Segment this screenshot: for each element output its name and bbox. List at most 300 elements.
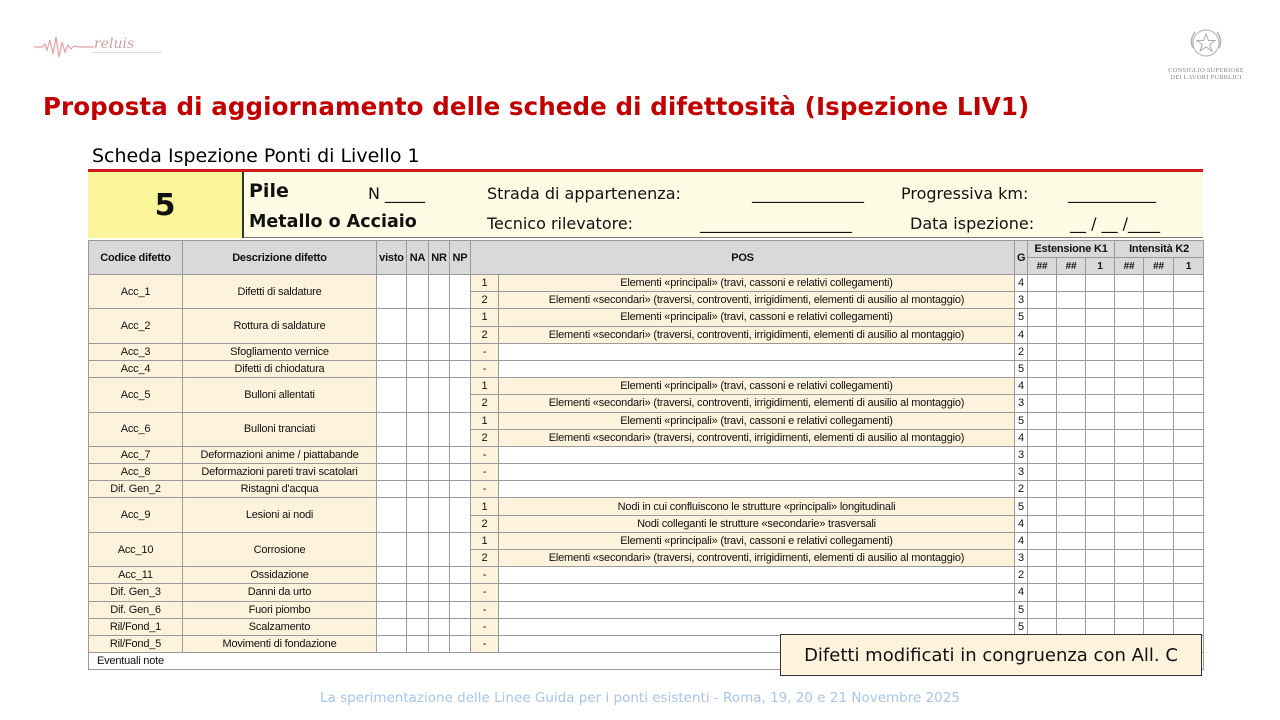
- cslp-logo: [1160, 26, 1252, 90]
- extension-cell[interactable]: [1057, 498, 1086, 515]
- check-nr[interactable]: [429, 584, 450, 601]
- pos-description: [499, 481, 1015, 498]
- check-visto[interactable]: [377, 481, 407, 498]
- defect-code: Acc_1: [89, 275, 183, 309]
- gravity-value: 5: [1015, 360, 1028, 377]
- check-nr[interactable]: [429, 532, 450, 566]
- check-visto[interactable]: [377, 309, 407, 343]
- pos-number: -: [471, 360, 499, 377]
- defect-code: Ril/Fond_1: [89, 618, 183, 635]
- check-nr[interactable]: [429, 275, 450, 309]
- extension-cell[interactable]: [1057, 618, 1086, 635]
- table-row: [89, 446, 1204, 463]
- intensity-cell[interactable]: [1174, 343, 1204, 360]
- intensity-cell[interactable]: [1174, 464, 1204, 481]
- check-visto[interactable]: [377, 567, 407, 584]
- extension-cell[interactable]: [1057, 532, 1086, 549]
- defect-description: Rottura di saldature: [183, 309, 377, 343]
- table-row: [89, 309, 1204, 326]
- gravity-value: 5: [1015, 601, 1028, 618]
- intensity-cell[interactable]: [1174, 326, 1204, 343]
- gravity-value: 3: [1015, 446, 1028, 463]
- defect-code: Dif. Gen_6: [89, 601, 183, 618]
- check-nr[interactable]: [429, 481, 450, 498]
- check-nr[interactable]: [429, 635, 450, 652]
- extension-cell[interactable]: [1057, 567, 1086, 584]
- defect-description: Danni da urto: [183, 584, 377, 601]
- extension-cell[interactable]: [1057, 412, 1086, 429]
- check-visto[interactable]: [377, 343, 407, 360]
- pos-number: 1: [471, 378, 499, 395]
- extension-cell[interactable]: [1028, 326, 1057, 343]
- intensity-cell[interactable]: [1115, 326, 1144, 343]
- check-visto[interactable]: [377, 275, 407, 309]
- intensity-cell[interactable]: [1144, 343, 1174, 360]
- check-nr[interactable]: [429, 618, 450, 635]
- check-nr[interactable]: [429, 412, 450, 446]
- gravity-value: 5: [1015, 309, 1028, 326]
- intensity-cell[interactable]: [1115, 481, 1144, 498]
- intensity-cell[interactable]: [1174, 395, 1204, 412]
- intensity-cell[interactable]: [1144, 378, 1174, 395]
- extension-cell[interactable]: [1057, 360, 1086, 377]
- defects-table: [88, 240, 1203, 670]
- k-sub-header: ##: [1144, 258, 1174, 275]
- check-na[interactable]: [407, 343, 429, 360]
- check-na[interactable]: [407, 360, 429, 377]
- col-estensione: Estensione K1: [1028, 241, 1115, 258]
- check-nr[interactable]: [429, 601, 450, 618]
- intensity-cell[interactable]: [1115, 378, 1144, 395]
- check-visto[interactable]: [377, 446, 407, 463]
- defect-description: Sfogliamento vernice: [183, 343, 377, 360]
- check-np[interactable]: [450, 601, 471, 618]
- extension-cell[interactable]: [1057, 584, 1086, 601]
- check-np[interactable]: [450, 360, 471, 377]
- intensity-cell[interactable]: [1115, 309, 1144, 326]
- intensity-cell[interactable]: [1144, 360, 1174, 377]
- element-material: Metallo o Acciaio: [249, 212, 417, 232]
- check-np[interactable]: [450, 464, 471, 481]
- intensity-cell[interactable]: [1144, 481, 1174, 498]
- col-descrizione: Descrizione difetto: [183, 241, 377, 275]
- pos-number: -: [471, 584, 499, 601]
- intensity-cell[interactable]: [1174, 360, 1204, 377]
- intensity-cell[interactable]: [1115, 550, 1144, 567]
- intensity-cell[interactable]: [1174, 429, 1204, 446]
- strada-label: Strada di appartenenza:: [487, 184, 681, 203]
- extension-cell[interactable]: [1057, 464, 1086, 481]
- table-row: [89, 584, 1204, 601]
- check-visto[interactable]: [377, 618, 407, 635]
- check-nr[interactable]: [429, 343, 450, 360]
- extension-cell[interactable]: [1057, 446, 1086, 463]
- check-na[interactable]: [407, 635, 429, 652]
- extension-cell[interactable]: [1028, 618, 1057, 635]
- pos-description: [499, 584, 1015, 601]
- intensity-cell[interactable]: [1144, 464, 1174, 481]
- intensity-cell[interactable]: [1115, 618, 1144, 635]
- reluis-logo: [34, 30, 164, 64]
- extension-cell[interactable]: [1057, 429, 1086, 446]
- slide-title: Proposta di aggiornamento delle schede di difettosità (Ispezione LIV1): [43, 92, 1030, 121]
- intensity-cell[interactable]: [1144, 498, 1174, 515]
- gravity-value: 4: [1015, 515, 1028, 532]
- extension-cell[interactable]: [1028, 601, 1057, 618]
- check-na[interactable]: [407, 275, 429, 309]
- check-np[interactable]: [450, 343, 471, 360]
- intensity-cell[interactable]: [1144, 412, 1174, 429]
- extension-cell[interactable]: [1028, 446, 1057, 463]
- pos-description: Elementi «secondari» (traversi, controventi, irrigidimenti, elementi di ausilio al montaggio): [499, 429, 1015, 446]
- defect-description: Deformazioni pareti travi scatolari: [183, 464, 377, 481]
- check-nr[interactable]: [429, 567, 450, 584]
- extension-cell[interactable]: [1086, 326, 1115, 343]
- check-na[interactable]: [407, 378, 429, 412]
- defect-description: Deformazioni anime / piattabande: [183, 446, 377, 463]
- intensity-cell[interactable]: [1174, 412, 1204, 429]
- pos-number: 2: [471, 429, 499, 446]
- check-na[interactable]: [407, 446, 429, 463]
- extension-cell[interactable]: [1028, 292, 1057, 309]
- check-np[interactable]: [450, 584, 471, 601]
- check-np[interactable]: [450, 532, 471, 566]
- pos-number: 2: [471, 550, 499, 567]
- check-na[interactable]: [407, 532, 429, 566]
- defect-code: Acc_11: [89, 567, 183, 584]
- extension-cell[interactable]: [1028, 429, 1057, 446]
- check-np[interactable]: [450, 412, 471, 446]
- intensity-cell[interactable]: [1144, 292, 1174, 309]
- pos-number: -: [471, 635, 499, 652]
- extension-cell[interactable]: [1028, 584, 1057, 601]
- col-g: G: [1015, 241, 1028, 275]
- extension-cell[interactable]: [1086, 412, 1115, 429]
- pos-description: Elementi «principali» (travi, cassoni e relativi collegamenti): [499, 412, 1015, 429]
- defect-code: Dif. Gen_3: [89, 584, 183, 601]
- intensity-cell[interactable]: [1115, 343, 1144, 360]
- gravity-value: 4: [1015, 378, 1028, 395]
- table-row: [89, 275, 1204, 292]
- cslp-caption-2: DEI LAVORI PUBBLICI: [1170, 74, 1242, 81]
- progressiva-blank: ___________: [1068, 184, 1156, 203]
- check-na[interactable]: [407, 601, 429, 618]
- intensity-cell[interactable]: [1174, 498, 1204, 515]
- intensity-cell[interactable]: [1144, 515, 1174, 532]
- check-visto[interactable]: [377, 464, 407, 481]
- defect-description: Ristagni d'acqua: [183, 481, 377, 498]
- extension-cell[interactable]: [1086, 515, 1115, 532]
- intensity-cell[interactable]: [1144, 446, 1174, 463]
- tecnico-label: Tecnico rilevatore:: [487, 214, 634, 233]
- notes-label[interactable]: Eventuali note: [89, 653, 1204, 670]
- gravity-value: 4: [1015, 326, 1028, 343]
- strada-blank: ______________: [752, 184, 864, 203]
- extension-cell[interactable]: [1057, 550, 1086, 567]
- intensity-cell[interactable]: [1174, 292, 1204, 309]
- check-na[interactable]: [407, 584, 429, 601]
- pos-description: Elementi «secondari» (traversi, controventi, irrigidimenti, elementi di ausilio al montaggio): [499, 292, 1015, 309]
- tecnico-blank: ___________________: [700, 214, 852, 233]
- intensity-cell[interactable]: [1115, 446, 1144, 463]
- intensity-cell[interactable]: [1144, 275, 1174, 292]
- k-sub-header: ##: [1115, 258, 1144, 275]
- progressiva-label: Progressiva km:: [901, 184, 1029, 203]
- defect-description: Movimenti di fondazione: [183, 635, 377, 652]
- check-visto[interactable]: [377, 378, 407, 412]
- extension-cell[interactable]: [1086, 343, 1115, 360]
- gravity-value: 4: [1015, 275, 1028, 292]
- intensity-cell[interactable]: [1174, 618, 1204, 635]
- intensity-cell[interactable]: [1115, 275, 1144, 292]
- intensity-cell[interactable]: [1115, 515, 1144, 532]
- intensity-cell[interactable]: [1144, 429, 1174, 446]
- intensity-cell[interactable]: [1144, 584, 1174, 601]
- extension-cell[interactable]: [1057, 343, 1086, 360]
- defect-code: Acc_8: [89, 464, 183, 481]
- check-nr[interactable]: [429, 446, 450, 463]
- extension-cell[interactable]: [1028, 550, 1057, 567]
- check-na[interactable]: [407, 309, 429, 343]
- table-row: [89, 481, 1204, 498]
- extension-cell[interactable]: [1086, 429, 1115, 446]
- check-np[interactable]: [450, 498, 471, 532]
- check-visto[interactable]: [377, 360, 407, 377]
- pos-description: Elementi «secondari» (traversi, controventi, irrigidimenti, elementi di ausilio al montaggio): [499, 326, 1015, 343]
- table-row: [89, 601, 1204, 618]
- extension-cell[interactable]: [1028, 464, 1057, 481]
- footer: La sperimentazione delle Linee Guida per i ponti esistenti - Roma, 19, 20 e 21 Novembre 2025: [320, 690, 960, 706]
- reluis-brand-text: reluis: [94, 36, 135, 52]
- check-na[interactable]: [407, 618, 429, 635]
- check-na[interactable]: [407, 481, 429, 498]
- intensity-cell[interactable]: [1115, 498, 1144, 515]
- extension-cell[interactable]: [1086, 309, 1115, 326]
- intensity-cell[interactable]: [1115, 584, 1144, 601]
- intensity-cell[interactable]: [1174, 275, 1204, 292]
- cslp-caption-1: CONSIGLIO SUPERIORE: [1168, 67, 1244, 74]
- extension-cell[interactable]: [1057, 309, 1086, 326]
- extension-cell[interactable]: [1086, 464, 1115, 481]
- extension-cell[interactable]: [1057, 292, 1086, 309]
- intensity-cell[interactable]: [1115, 360, 1144, 377]
- intensity-cell[interactable]: [1115, 292, 1144, 309]
- sheet-title: Scheda Ispezione Ponti di Livello 1: [92, 145, 420, 167]
- intensity-cell[interactable]: [1174, 601, 1204, 618]
- check-visto[interactable]: [377, 635, 407, 652]
- extension-cell[interactable]: [1028, 309, 1057, 326]
- check-np[interactable]: [450, 446, 471, 463]
- table-row: [89, 360, 1204, 377]
- check-visto[interactable]: [377, 498, 407, 532]
- defect-description: Bulloni tranciati: [183, 412, 377, 446]
- defect-description: Bulloni allentati: [183, 378, 377, 412]
- intensity-cell[interactable]: [1115, 412, 1144, 429]
- intensity-cell[interactable]: [1174, 567, 1204, 584]
- pos-number: -: [471, 343, 499, 360]
- pos-description: Elementi «principali» (travi, cassoni e relativi collegamenti): [499, 532, 1015, 549]
- check-na[interactable]: [407, 567, 429, 584]
- check-nr[interactable]: [429, 360, 450, 377]
- extension-cell[interactable]: [1086, 550, 1115, 567]
- check-np[interactable]: [450, 275, 471, 309]
- intensity-cell[interactable]: [1144, 601, 1174, 618]
- extension-cell[interactable]: [1057, 481, 1086, 498]
- extension-cell[interactable]: [1086, 275, 1115, 292]
- pos-description: [499, 464, 1015, 481]
- data-blank: __ / __ /____: [1070, 214, 1161, 233]
- gravity-value: 5: [1015, 412, 1028, 429]
- check-np[interactable]: [450, 481, 471, 498]
- pos-description: [499, 343, 1015, 360]
- extension-cell[interactable]: [1086, 360, 1115, 377]
- pos-number: 2: [471, 292, 499, 309]
- check-na[interactable]: [407, 498, 429, 532]
- extension-cell[interactable]: [1057, 326, 1086, 343]
- pos-number: 1: [471, 275, 499, 292]
- check-np[interactable]: [450, 378, 471, 412]
- intensity-cell[interactable]: [1144, 618, 1174, 635]
- extension-cell[interactable]: [1086, 378, 1115, 395]
- check-np[interactable]: [450, 618, 471, 635]
- pos-number: 1: [471, 532, 499, 549]
- intensity-cell[interactable]: [1144, 326, 1174, 343]
- pos-number: 2: [471, 326, 499, 343]
- defect-description: Corrosione: [183, 532, 377, 566]
- check-na[interactable]: [407, 464, 429, 481]
- intensity-cell[interactable]: [1174, 515, 1204, 532]
- intensity-cell[interactable]: [1174, 532, 1204, 549]
- extension-cell[interactable]: [1028, 515, 1057, 532]
- gravity-value: 4: [1015, 532, 1028, 549]
- pos-number: 2: [471, 515, 499, 532]
- intensity-cell[interactable]: [1115, 567, 1144, 584]
- pos-description: Elementi «secondari» (traversi, controventi, irrigidimenti, elementi di ausilio al montaggio): [499, 395, 1015, 412]
- data-label: Data ispezione:: [910, 214, 1035, 233]
- extension-cell[interactable]: [1086, 584, 1115, 601]
- table-row: [89, 378, 1204, 395]
- extension-cell[interactable]: [1086, 481, 1115, 498]
- extension-cell[interactable]: [1028, 532, 1057, 549]
- extension-cell[interactable]: [1057, 275, 1086, 292]
- extension-cell[interactable]: [1028, 343, 1057, 360]
- intensity-cell[interactable]: [1174, 584, 1204, 601]
- check-visto[interactable]: [377, 532, 407, 566]
- defect-description: Difetti di saldature: [183, 275, 377, 309]
- extension-cell[interactable]: [1057, 515, 1086, 532]
- extension-cell[interactable]: [1028, 275, 1057, 292]
- extension-cell[interactable]: [1057, 378, 1086, 395]
- intensity-cell[interactable]: [1174, 378, 1204, 395]
- gravity-value: 2: [1015, 343, 1028, 360]
- extension-cell[interactable]: [1057, 395, 1086, 412]
- extension-cell[interactable]: [1028, 360, 1057, 377]
- intensity-cell[interactable]: [1115, 601, 1144, 618]
- table-row: [89, 412, 1204, 429]
- gravity-value: 2: [1015, 567, 1028, 584]
- defect-code: Acc_2: [89, 309, 183, 343]
- intensity-cell[interactable]: [1115, 464, 1144, 481]
- intensity-cell[interactable]: [1115, 532, 1144, 549]
- extension-cell[interactable]: [1028, 378, 1057, 395]
- extension-cell[interactable]: [1028, 567, 1057, 584]
- check-visto[interactable]: [377, 601, 407, 618]
- extension-cell[interactable]: [1086, 601, 1115, 618]
- n-field: N _____: [368, 184, 426, 203]
- gravity-value: 3: [1015, 550, 1028, 567]
- extension-cell[interactable]: [1086, 395, 1115, 412]
- intensity-cell[interactable]: [1144, 567, 1174, 584]
- pos-description: Nodi in cui confluiscono le strutture «principali» longitudinali: [499, 498, 1015, 515]
- intensity-cell[interactable]: [1174, 446, 1204, 463]
- col-intensita: Intensità K2: [1115, 241, 1204, 258]
- intensity-cell[interactable]: [1144, 309, 1174, 326]
- extension-cell[interactable]: [1086, 498, 1115, 515]
- check-np[interactable]: [450, 567, 471, 584]
- check-visto[interactable]: [377, 412, 407, 446]
- gravity-value: 5: [1015, 498, 1028, 515]
- check-nr[interactable]: [429, 309, 450, 343]
- k-sub-header: 1: [1174, 258, 1204, 275]
- gravity-value: 3: [1015, 292, 1028, 309]
- pos-description: [499, 601, 1015, 618]
- k-sub-header: 1: [1086, 258, 1115, 275]
- table-row: [89, 532, 1204, 549]
- check-np[interactable]: [450, 309, 471, 343]
- extension-cell[interactable]: [1028, 481, 1057, 498]
- intensity-cell[interactable]: [1115, 395, 1144, 412]
- element-type: Pile: [249, 180, 289, 202]
- check-na[interactable]: [407, 412, 429, 446]
- extension-cell[interactable]: [1028, 498, 1057, 515]
- defect-code: Dif. Gen_2: [89, 481, 183, 498]
- defect-code: Ril/Fond_5: [89, 635, 183, 652]
- check-nr[interactable]: [429, 464, 450, 481]
- extension-cell[interactable]: [1086, 292, 1115, 309]
- check-visto[interactable]: [377, 584, 407, 601]
- intensity-cell[interactable]: [1144, 532, 1174, 549]
- defect-code: Acc_7: [89, 446, 183, 463]
- extension-cell[interactable]: [1086, 446, 1115, 463]
- pos-number: -: [471, 567, 499, 584]
- extension-cell[interactable]: [1028, 412, 1057, 429]
- pos-number: -: [471, 464, 499, 481]
- extension-cell[interactable]: [1028, 395, 1057, 412]
- col-codice: Codice difetto: [89, 241, 183, 275]
- extension-cell[interactable]: [1086, 567, 1115, 584]
- pos-description: [499, 618, 1015, 635]
- check-nr[interactable]: [429, 378, 450, 412]
- intensity-cell[interactable]: [1144, 550, 1174, 567]
- check-np[interactable]: [450, 635, 471, 652]
- extension-cell[interactable]: [1057, 601, 1086, 618]
- extension-cell[interactable]: [1086, 532, 1115, 549]
- extension-cell[interactable]: [1086, 618, 1115, 635]
- defect-code: Acc_10: [89, 532, 183, 566]
- pos-number: -: [471, 446, 499, 463]
- pos-number: 1: [471, 498, 499, 515]
- sheet-number: 5: [88, 172, 244, 238]
- defect-code: Acc_3: [89, 343, 183, 360]
- intensity-cell[interactable]: [1174, 309, 1204, 326]
- check-nr[interactable]: [429, 498, 450, 532]
- gravity-value: 3: [1015, 464, 1028, 481]
- defect-description: Difetti di chiodatura: [183, 360, 377, 377]
- intensity-cell[interactable]: [1174, 481, 1204, 498]
- intensity-cell[interactable]: [1144, 395, 1174, 412]
- intensity-cell[interactable]: [1115, 429, 1144, 446]
- intensity-cell[interactable]: [1174, 550, 1204, 567]
